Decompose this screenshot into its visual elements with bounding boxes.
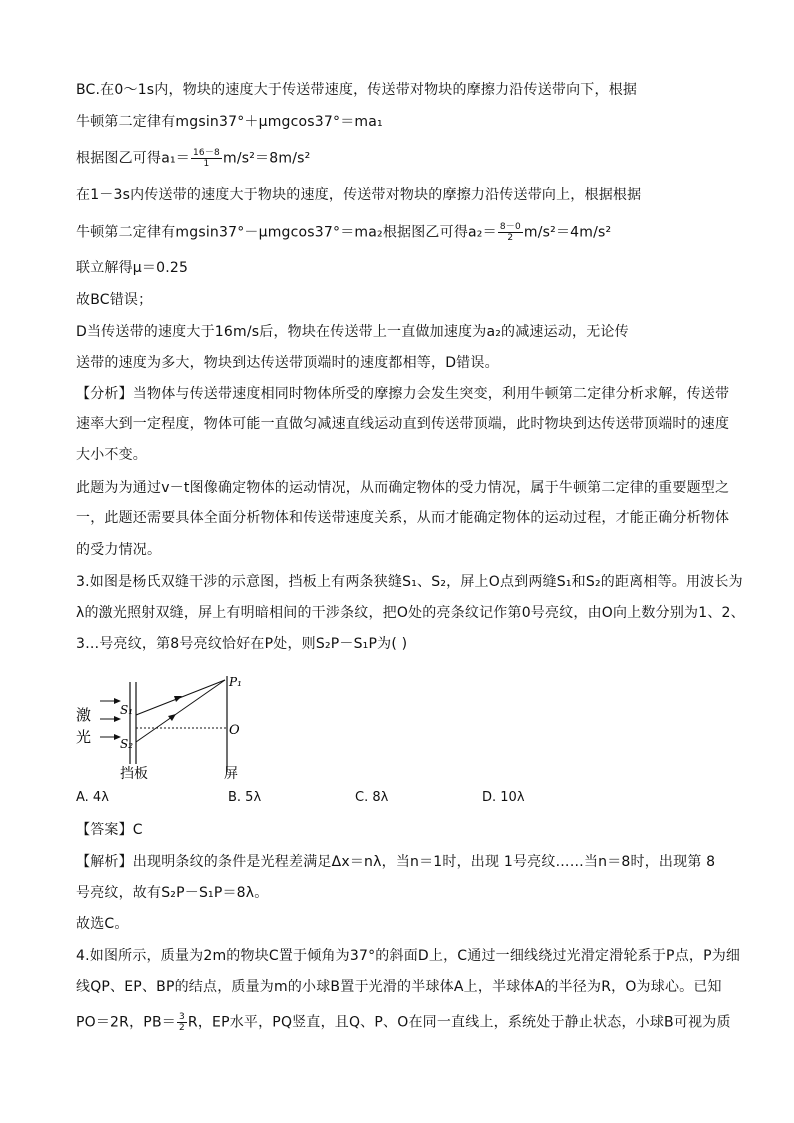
- question-3-stem: 3.如图是杨氏双缝干涉的示意图，挡板上有两条狭缝S₁、S₂，屏上O点到两缝S₁和S₂的距离相等。用波长为: [76, 574, 743, 590]
- label-p1: P₁: [229, 675, 242, 689]
- label-laser-2: 光: [76, 728, 92, 746]
- text-line: [76, 222, 724, 242]
- label-screen: 屏: [224, 766, 238, 782]
- fraction-numerator: 8－0: [499, 222, 521, 232]
- option-b: B. 5λ: [228, 790, 262, 805]
- text-line: 故BC错误；: [76, 292, 153, 308]
- fraction-numerator: 16－8: [193, 148, 220, 158]
- text-line: 大小不变。: [76, 447, 147, 463]
- fraction: [498, 222, 523, 243]
- text-segment: 根据图乙可得a₁＝: [76, 150, 190, 167]
- text-line: 的受力情况。: [76, 542, 162, 558]
- question-4-stem: [76, 1012, 731, 1033]
- fraction-numerator: 3: [178, 1012, 185, 1022]
- text-segment: PO＝2R，PB＝: [76, 1014, 176, 1031]
- question-4-stem: 4.如图所示，质量为2m的物块C置于倾角为37°的斜面D上，C通过一细线绕过光滑定滑轮系于P点，P为细: [76, 948, 741, 964]
- text-line: BC.在0～1s内，物块的速度大于传送带速度，传送带对物块的摩擦力沿传送带向下，根据: [76, 82, 638, 98]
- text-line: 在1－3s内传送带的速度大于物块的速度，传送带对物块的摩擦力沿传送带向上，根据根据: [76, 187, 642, 203]
- label-o: O: [229, 723, 240, 738]
- fraction: [177, 1012, 187, 1033]
- text-line: 故选C。: [76, 916, 129, 932]
- question-3-stem: λ的激光照射双缝，屏上有明暗相间的干涉条纹，把O处的亮条纹记作第0号亮纹，由O向上数分别为1、2、: [76, 605, 745, 621]
- fraction-denominator: 2: [507, 233, 514, 243]
- fraction: [191, 148, 222, 169]
- text-segment: m/s²＝4m/s²: [523, 224, 612, 241]
- label-barrier: 挡板: [120, 766, 148, 782]
- option-a: A. 4λ: [76, 790, 109, 805]
- text-segment: m/s²＝8m/s²: [222, 150, 311, 167]
- ray-arrowhead: [174, 696, 182, 702]
- answer-line: 【答案】C: [76, 822, 143, 838]
- ray-arrowhead: [168, 714, 176, 721]
- text-line: 送带的速度为多大，物块到达传送带顶端时的速度都相等，D错误。: [76, 355, 499, 371]
- analysis-line: 号亮纹，故有S₂P－S₁P＝8λ。: [76, 885, 269, 901]
- analysis-line: 【解析】出现明条纹的条件是光程差满足Δx＝nλ，当n＝1时，出现 1号亮纹……当n＝8时，出现第 8: [76, 854, 716, 870]
- fraction-denominator: 2: [178, 1023, 185, 1033]
- double-slit-diagram: [72, 668, 272, 783]
- text-segment: R，EP水平，PQ竖直，且Q、P、O在同一直线上，系统处于静止状态，小球B可视为质: [187, 1014, 731, 1031]
- text-line: 【分析】当物体与传送带速度相同时物体所受的摩擦力会发生突变，利用牛顿第二定律分析求解，传送带: [76, 386, 730, 402]
- text-line: [76, 148, 724, 168]
- text-line: 此题为为通过v－t图像确定物体的运动情况，从而确定物体的受力情况，属于牛顿第二定律的重要题型之: [76, 480, 730, 496]
- text-line: D当传送带的速度大于16m/s后，物块在传送带上一直做加速度为a₂的减速运动，无论传: [76, 324, 629, 340]
- text-line: 牛顿第二定律有mgsin37°＋μmgcos37°＝ma₁: [76, 114, 383, 130]
- ray-s2-p: [136, 680, 225, 742]
- option-d: D. 10λ: [482, 790, 525, 805]
- option-c: C. 8λ: [355, 790, 389, 805]
- text-line: 联立解得μ＝0.25: [76, 260, 189, 276]
- question-3-stem: 3…号亮纹，第8号亮纹恰好在P处，则S₂P－S₁P为( ): [76, 636, 408, 652]
- fraction-denominator: 1: [203, 159, 210, 169]
- text-line: 一，此题还需要具体全面分析物体和传送带速度关系，从而才能确定物体的运动过程，才能正确分析物体: [76, 510, 730, 526]
- question-4-stem: 线QP、EP、BP的结点，质量为m的小球B置于光滑的半球体A上，半球体A的半径为R，O为球心。已知: [76, 979, 722, 995]
- label-s2: S₂: [120, 737, 134, 751]
- text-line: 速率大到一定程度，物体可能一直做匀减速直线运动直到传送带顶端，此时物块到达传送带顶端时的速度: [76, 416, 730, 432]
- label-s1: S₁: [120, 703, 134, 717]
- text-segment: 牛顿第二定律有mgsin37°－μmgcos37°＝ma₂根据图乙可得a₂＝: [76, 224, 497, 241]
- label-laser-1: 激: [76, 706, 92, 724]
